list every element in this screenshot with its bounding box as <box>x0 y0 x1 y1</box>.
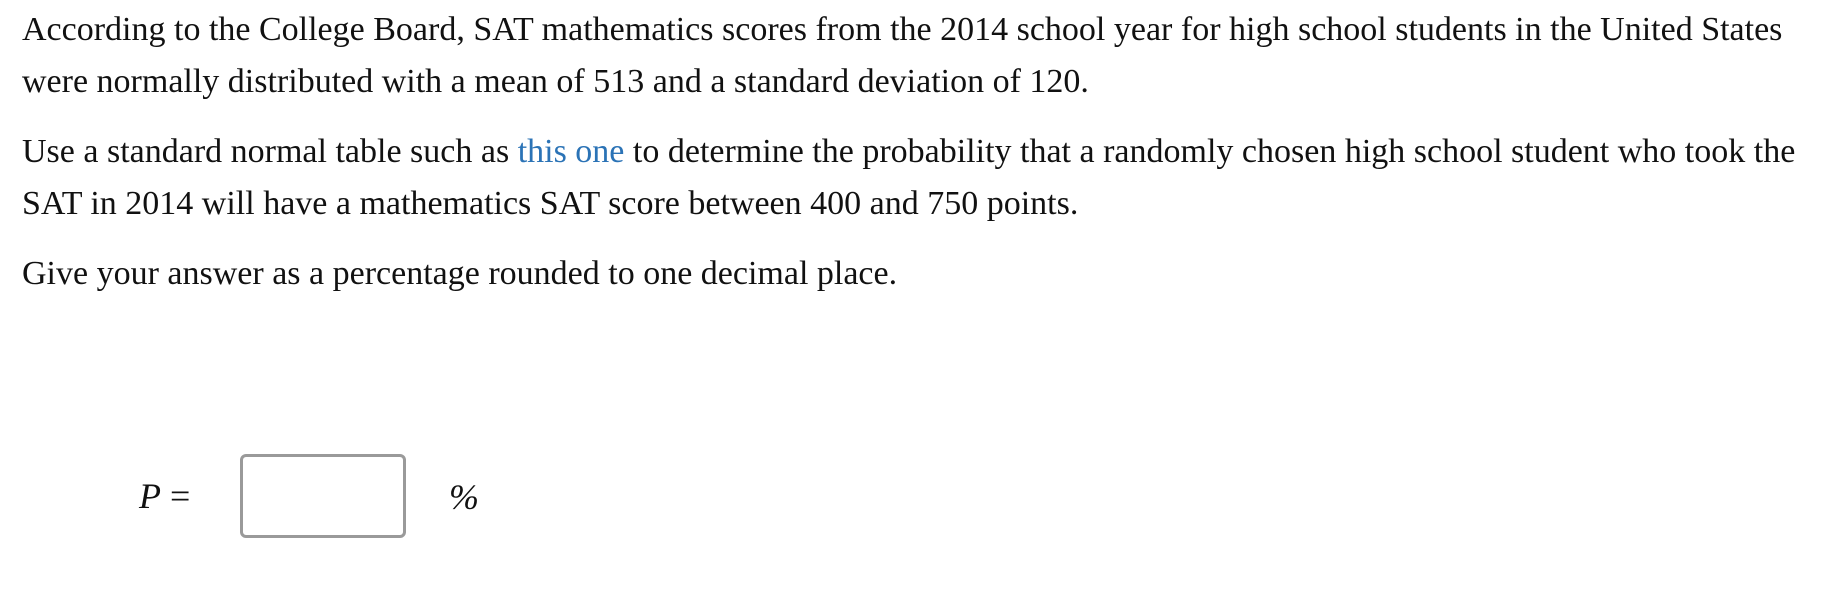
question-paragraph-1: According to the College Board, SAT mathematics scores from the 2014 school year for high school students in the United States were normally distributed with a mean of 513 and a standard deviation of 120. <box>22 11 1783 100</box>
answer-row <box>0 452 600 542</box>
answer-input[interactable] <box>240 454 406 538</box>
probability-label <box>139 476 190 516</box>
question-text <box>22 4 1812 318</box>
equals-sign: = <box>161 476 191 516</box>
paragraph-2-text-start: Use a standard normal table such as <box>22 133 518 170</box>
question-paragraph-3: Give your answer as a percentage rounded to one decimal place. <box>22 255 898 292</box>
percent-unit: % <box>449 477 479 517</box>
paragraph-2-text-end: to determine the probability that a randomly chosen high school student who took the SAT in 2014 will have a mathematics SAT score between 400 and 750 points. <box>22 133 1796 222</box>
question-paragraph-2 <box>22 126 1812 230</box>
probability-variable: P <box>139 476 161 516</box>
normal-table-link[interactable]: this one <box>517 133 625 170</box>
